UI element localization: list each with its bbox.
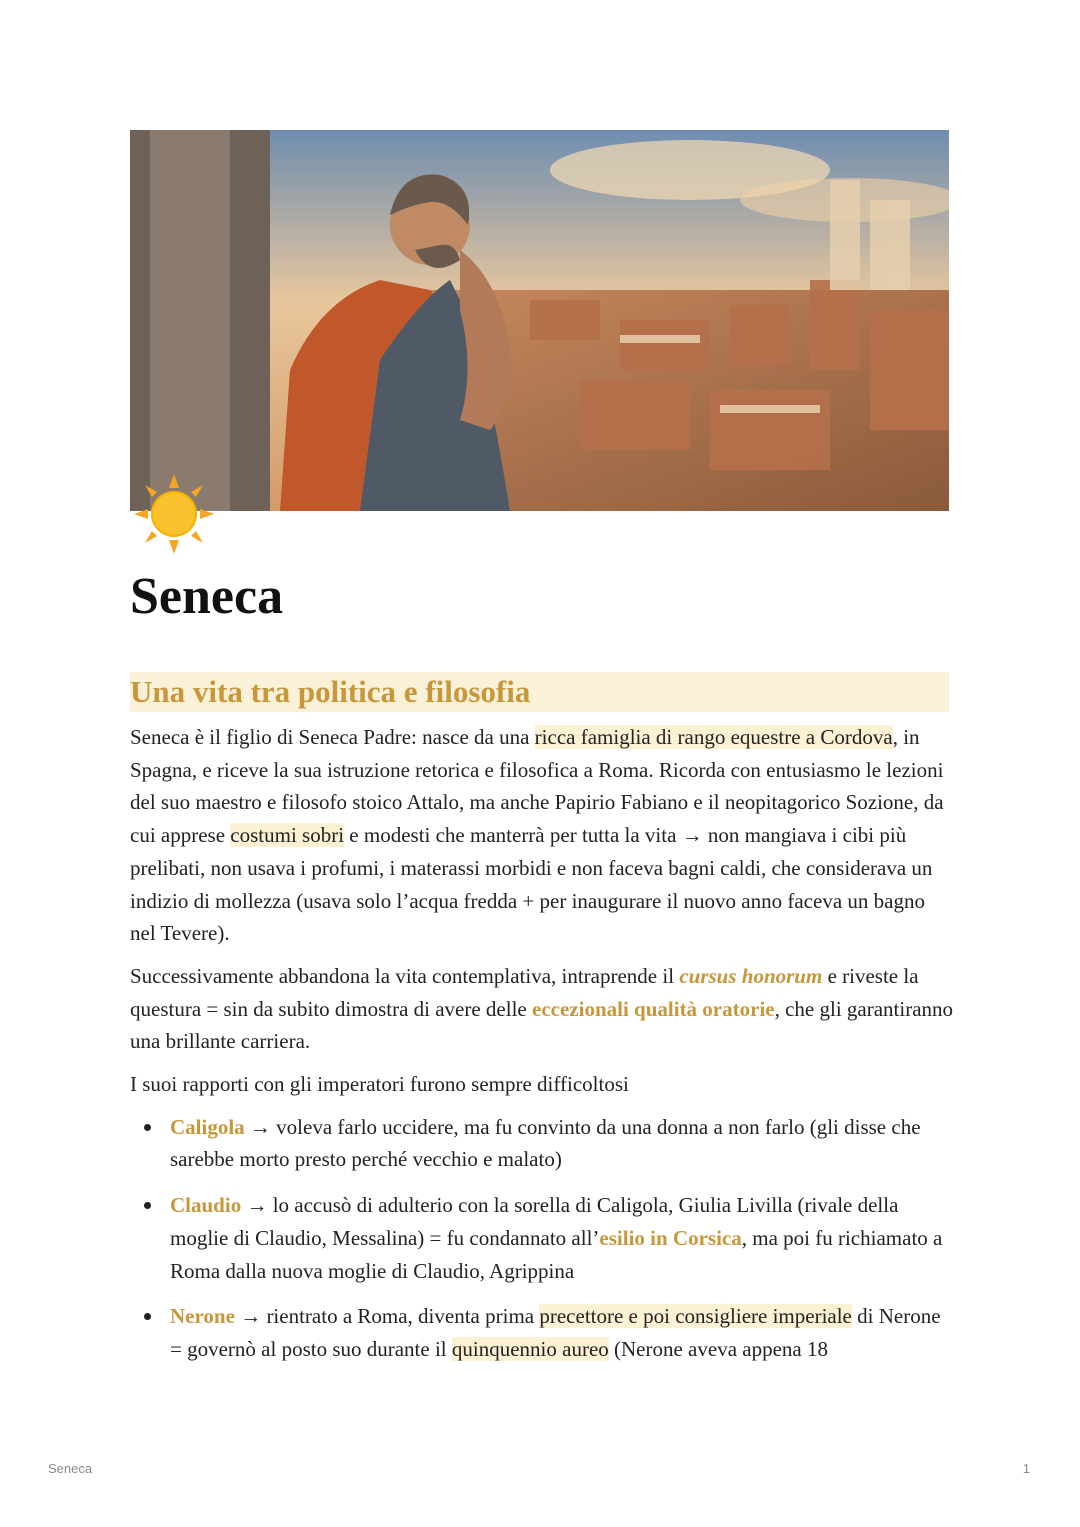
list-item-nerone [130, 1300, 955, 1365]
paragraph-origins [130, 721, 955, 950]
text-run: di Nerone = governò al posto suo durante il [170, 1304, 941, 1361]
text-run: , in Spagna, e riceve la sua istruzione retorica e filosofica a Roma. Ricorda con entusiasmo le lezioni del suo maestro e filosofo stoico Attalo, ma anche Papirio Fabiano e il neopitagorico Sozione, da cui apprese [130, 725, 944, 848]
section-heading: Una vita tra politica e filosofia [130, 672, 949, 712]
list-item-claudio [130, 1189, 955, 1287]
text-run: , che gli garantiranno una brillante carriera. [130, 996, 954, 1054]
page-number: 1 [1022, 1461, 1030, 1476]
list-item-caligola [130, 1111, 955, 1176]
text-run: (Nerone aveva appena 18 [608, 1336, 828, 1361]
highlight: costumi sobri [230, 823, 345, 848]
emperors-list [130, 1111, 955, 1366]
page-title: Seneca [130, 568, 284, 625]
text-run: Successivamente abbandona la vita contemplativa, intraprende il [130, 963, 680, 988]
text-run: → lo accusò di adulterio con la sorella di Caligola, Giulia Livilla (rivale della moglie di Claudio, Messalina) = fu condannato all’ [170, 1193, 899, 1250]
bullet [144, 1202, 151, 1209]
bullet [144, 1313, 151, 1320]
bullet [144, 1124, 151, 1131]
text-run: → rientrato a Roma, diventa prima [234, 1304, 540, 1329]
highlight: quinquennio aureo [451, 1336, 609, 1361]
paragraph-career [130, 960, 955, 1058]
text-run: e modesti che manterrà per tutta la vita → non mangiava i cibi più prelibati, non usava i profumi, i materassi morbidi e non faceva bagni caldi, che considerava un indizio di mollezza (usava solo l’acqua fredda + per inaugurare il nuovo anno faceva un bagno nel Tevere). [130, 823, 933, 946]
highlight: ricca famiglia di rango equestre a Cordova [534, 725, 893, 749]
cover-image [130, 130, 949, 511]
emperor-name: Caligola [170, 1114, 245, 1139]
text-run: e riveste la questura = sin da subito dimostra di avere delle [130, 963, 919, 1021]
text-run: , ma poi fu richiamato a Roma dalla nuova moglie di Claudio, Agrippina [170, 1225, 943, 1283]
sun-icon [132, 472, 216, 556]
emperor-name: Claudio [170, 1193, 242, 1218]
keyword: cursus honorum [679, 963, 823, 988]
document-body [130, 721, 955, 1379]
text-run: Seneca è il figlio di Seneca Padre: nasce da una [130, 725, 535, 749]
emperor-name: Nerone [170, 1304, 235, 1329]
keyword: esilio in Corsica [599, 1225, 742, 1250]
paragraph-emperors-intro: I suoi rapporti con gli imperatori furono sempre difficoltosi [130, 1072, 629, 1097]
keyword: eccezionali qualità oratorie [532, 996, 775, 1021]
footer-document-title: Seneca [48, 1461, 93, 1476]
text-run: → voleva farlo uccidere, ma fu convinto da una donna a non farlo (gli disse che sarebbe morto presto perché vecchio e malato) [170, 1114, 921, 1172]
highlight: precettore e poi consigliere imperiale [539, 1304, 852, 1329]
